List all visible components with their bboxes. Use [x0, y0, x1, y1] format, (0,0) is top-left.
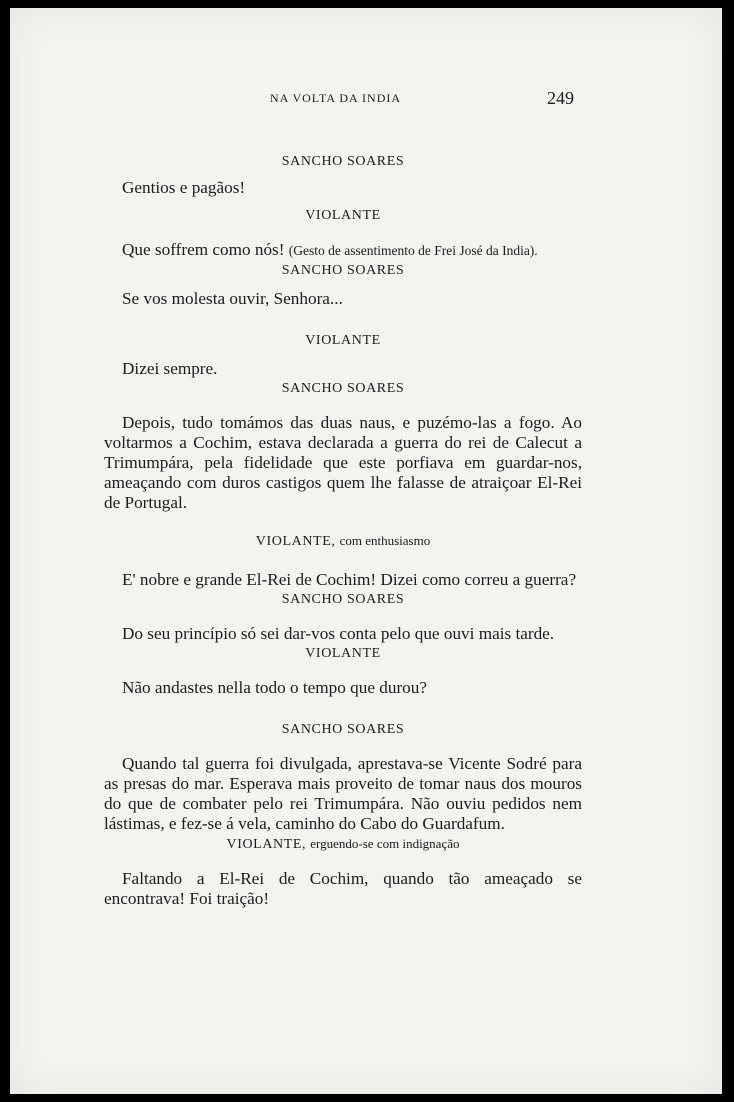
- speaker-name: VIOLANTE: [305, 646, 381, 661]
- speaker-direction: erguendo-se com indignação: [310, 836, 460, 851]
- speaker-name: SANCHO SOARES: [281, 263, 405, 278]
- speaker-label: VIOLANTE,: [255, 534, 336, 549]
- page-header: [10, 88, 722, 112]
- stage-direction: (Gesto de assentimento de Frei José da India).: [288, 243, 538, 258]
- speaker-name: [104, 531, 582, 552]
- dialogue-line: Do seu princípio só sei dar-vos conta pelo que ouvi mais tarde.: [122, 624, 555, 643]
- book-page: [10, 8, 722, 1094]
- speaker-label: VIOLANTE,: [226, 837, 307, 852]
- dialogue-line: Dizei sempre.: [122, 359, 218, 378]
- speaker-name: SANCHO SOARES: [281, 592, 405, 607]
- speaker-name: VIOLANTE: [305, 333, 381, 348]
- dialogue-line: Não andastes nella todo o tempo que durou?: [122, 678, 427, 697]
- speaker-name: SANCHO SOARES: [281, 381, 405, 396]
- page-number: 249: [547, 88, 574, 108]
- dialogue-line: Depois, tudo tomámos das duas naus, e puzémo-las a fogo. Ao voltarmos a Cochim, estava declarada a guerra do rei de Calecut a Trimumpára, pela fidelidade que este porfiava em guardar-nos, ameaçando com duros castigos quem lhe falasse de atraiçoar El-Rei de Portugal.: [104, 413, 582, 512]
- speaker-name: SANCHO SOARES: [281, 722, 405, 737]
- speaker-name: SANCHO SOARES: [281, 154, 405, 169]
- dialogue-line: E' nobre e grande El-Rei de Cochim! Dizei como correu a guerra?: [122, 570, 577, 589]
- speaker-name: [104, 834, 582, 855]
- dialogue-line: Se vos molesta ouvir, Senhora...: [122, 289, 343, 308]
- page-body: [104, 152, 582, 909]
- dialogue-text: Que soffrem como nós!: [122, 240, 285, 259]
- dialogue-line: Gentios e pagãos!: [122, 178, 246, 197]
- dialogue-line: Quando tal guerra foi divulgada, aprestava-se Vicente Sodré para as presas do mar. Esperava mais proveito de tomar naus dos mouros do que de combater pelo rei Trimumpára. Não ouviu pedidos nem lástimas, e fez-se á vela, caminho do Cabo do Guardafum.: [104, 754, 582, 833]
- running-title: NA VOLTA DA INDIA: [270, 91, 402, 105]
- speaker-direction: com enthusiasmo: [339, 533, 431, 548]
- dialogue-line: Faltando a El-Rei de Cochim, quando tão ameaçado se encontrava! Foi traição!: [104, 869, 582, 908]
- dialogue-line: [104, 240, 582, 261]
- speaker-name: VIOLANTE: [305, 208, 381, 223]
